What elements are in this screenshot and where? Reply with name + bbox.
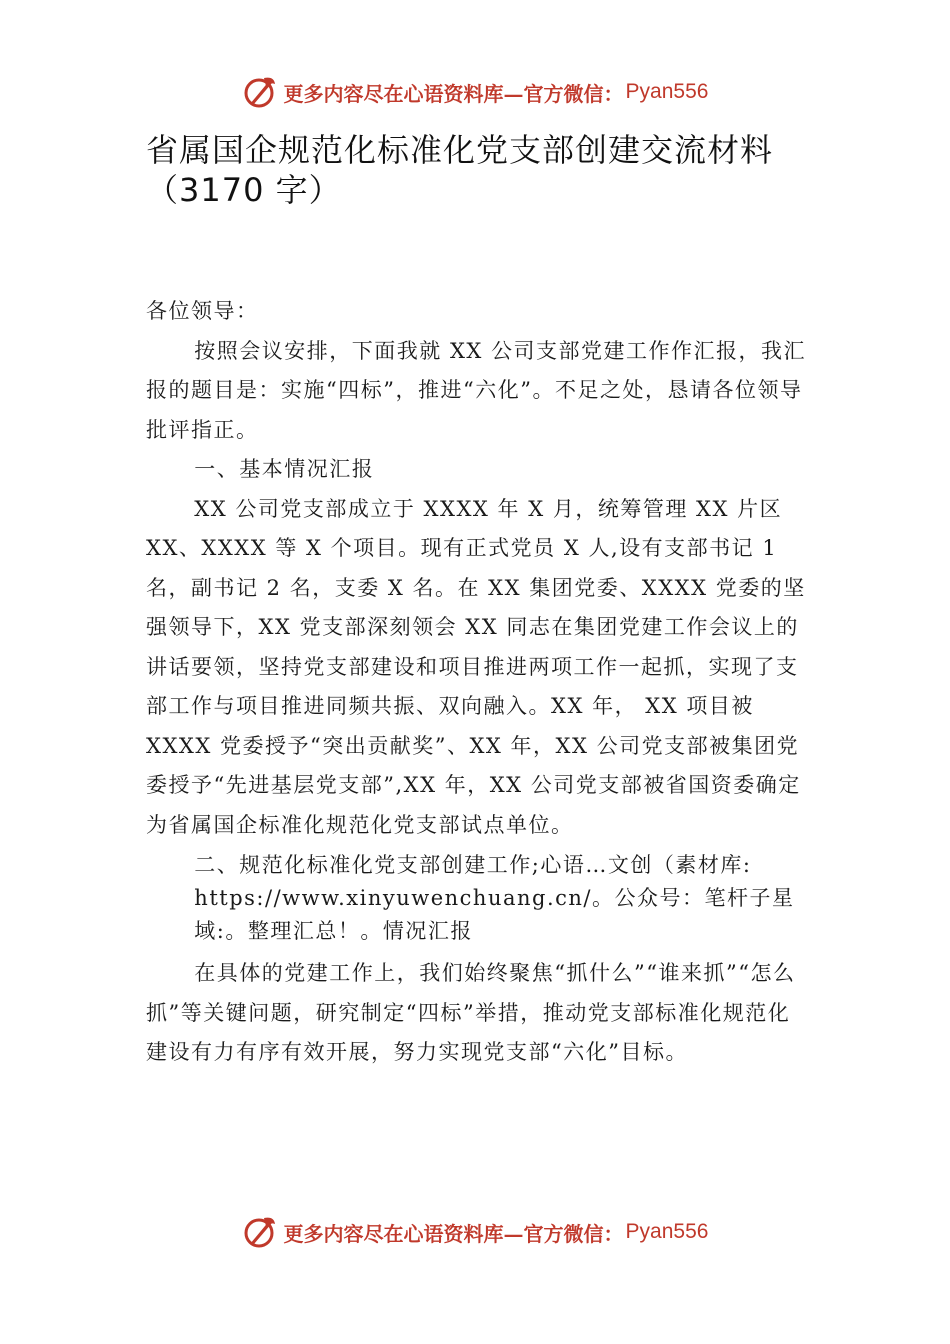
section2-heading-line: https://www.xinyuwenchuang.cn/。公众号：笔杆子星 [194,886,795,910]
intro-paragraph: 按照会议安排，下面我就 XX 公司支部党建工作作汇报，我汇报的题目是：实施“四标”，推进“六化”。不足之处，恳请各位领导批评指正。 [146,338,807,442]
section1-heading: 一、基本情况汇报 [194,457,375,481]
header-banner [0,72,950,112]
section2-heading [146,849,810,948]
section2-heading-line: 域:。整理汇总！。情况汇报 [194,919,473,943]
section2-paragraph: 在具体的党建工作上，我们始终聚焦“抓什么”“谁来抓”“怎么抓”等关键问题，研究制定“四标”举措，推动党支部标准化规范化建设有力有序有效开展，努力实现党支部“六化”目标。 [146,961,796,1064]
banner-wechat-id: Pyan556 [625,1220,709,1243]
section1-paragraph: XX 公司党支部成立于 XXXX 年 X 月，统筹管理 XX 片区XX、XXXX 等 X 个项目。现有正式党员 X 人,设有支部书记 1 名，副书记 2 名，支委 X 名。在 XX 集团党委、XXXX 党委的坚强领导下，XX 党支部深刻领会 XX 同志在集团党建工作会议上的讲话要领，坚持党支部建设和项目推进两项工作一起抓，实现了支部工作与项目推进同频共振、双向融入。XX 年， XX 项目被 XXXX 党委授予“突出贡献奖”、XX 年，XX 公司党支部被集团党委授予“先进基层党支部”,XX 年，XX 公司党支部被省国资委确定为省属国企标准化规范化党支部试点单位。 [146,496,806,837]
section2-heading-line: 二、规范化标准化党支部创建工作;心语…文创（素材库: [194,853,752,877]
quill-circle-icon [242,74,278,110]
document-title: 省属国企规范化标准化党支部创建交流材料（3170 字） [146,131,774,209]
salutation: 各位领导： [146,299,259,323]
banner-text: 更多内容尽在心语资料库—官方微信： [283,1221,624,1246]
banner-text: 更多内容尽在心语资料库—官方微信： [283,81,624,106]
footer-banner [0,1212,950,1252]
banner-wechat-id: Pyan556 [625,80,709,103]
document-body [146,292,810,1073]
quill-circle-icon [242,1214,278,1250]
